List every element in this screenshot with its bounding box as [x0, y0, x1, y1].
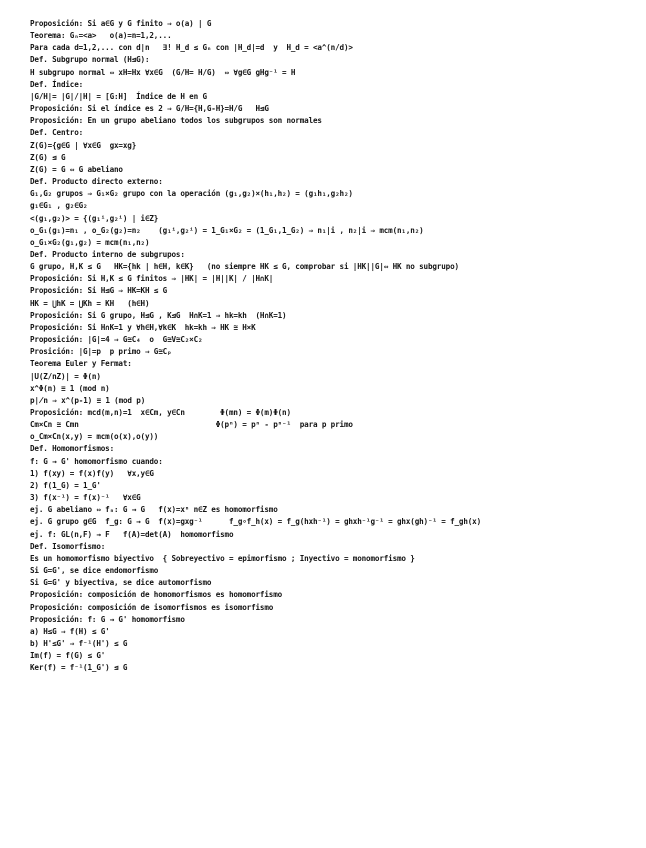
- note-line: Proposición: Si a∈G y G finito ⇒ o(a) | G: [30, 19, 212, 28]
- note-line: ej. G grupo g∈G f_g: G → G f(x)=gxg⁻¹ f_g∘f_h(x) = f_g(hxh⁻¹) = ghxh⁻¹g⁻¹ = ghx(gh)⁻¹ = f_gh(x): [30, 517, 482, 527]
- note-line: Proposición: composición de homomorfismos es homomorfismo: [30, 590, 283, 600]
- note-line: 2) f(1_G) = 1_G': [30, 480, 101, 490]
- note-line: ej. G abeliano ⇔ fₙ: G → G f(x)=xⁿ n∈Z es homomorfismo: [30, 505, 278, 515]
- note-line: 3) f(x⁻¹) = f(x)⁻¹ ∀x∈G: [30, 493, 141, 503]
- note-line: ej. f: GL(n,F) → F f(A)=det(A) homomorfismo: [30, 529, 234, 539]
- note-line: o_G₁×G₂(g₁,g₂) = mcm(n₁,n₂): [30, 237, 150, 247]
- note-line: a) H≤G ⇒ f(H) ≤ G': [30, 626, 110, 636]
- note-line: HK = ⋃hK = ⋃Kh = KH (h∈H): [30, 298, 150, 308]
- note-line: Z(G) = G ⇔ G abeliano: [30, 164, 123, 174]
- note-line: Proposición: Si H∩K=1 y ∀h∈H,∀k∈K hk=kh ⇒ HK ≅ H×K: [30, 322, 256, 332]
- note-line: Def. Producto interno de subgrupos:: [30, 249, 185, 259]
- note-line: x^Φ(n) ≡ 1 (mod n): [30, 383, 110, 393]
- note-line: Proposición: mcd(m,n)=1 x∈Cm, y∈Cn Φ(mn) = Φ(m)Φ(n): [30, 408, 291, 417]
- note-line: G₁,G₂ grupos ⇒ G₁×G₂ grupo con la operación (g₁,g₂)×(h₁,h₂) = (g₁h₁,g₂h₂): [30, 189, 353, 199]
- note-line: Def. Isomorfismo:: [30, 541, 106, 551]
- note-line: |U(Z/nZ)| = Φ(n): [30, 371, 101, 381]
- note-line: Def. Índice:: [30, 79, 84, 89]
- note-line: Def. Subgrupo normal (H⊴G):: [30, 55, 150, 65]
- note-line: Es un homomorfismo biyectivo { Sobreyectivo = epimorfismo ; Inyectivo = monomorfismo }: [30, 553, 415, 563]
- note-line: |G/H|= |G|/|H| = [G:H] Índice de H en G: [30, 91, 207, 101]
- note-line: Prosición: |G|=p p primo ⇒ G≅Cₚ: [30, 347, 172, 357]
- note-line: Z(G)={g∈G | ∀x∈G gx=xg}: [30, 140, 137, 150]
- note-line: Proposición: Si el índice es 2 ⇒ G/H={H,G-H}=H/G H⊴G: [30, 104, 269, 114]
- note-line: Def. Homomorfismos:: [30, 444, 115, 454]
- note-line: H subgrupo normal ⇔ xH=Hx ∀x∈G (G/H= H/G) ⇔ ∀g∈G gHg⁻¹ = H: [30, 67, 296, 77]
- note-line: Proposición: |G|=4 ⇒ G≅C₄ o G≅V≅C₂×C₂: [30, 335, 203, 345]
- note-line: Proposición: Si H,K ≤ G finitos ⇒ |HK| = |H||K| / |H∩K|: [30, 274, 274, 284]
- note-line: Im(f) = f(G) ≤ G': [30, 651, 106, 661]
- note-line: Proposición: En un grupo abeliano todos los subgrupos son normales: [30, 116, 322, 126]
- note-line: Proposición: Si H⊴G ⇒ HK=KH ≤ G: [30, 286, 168, 296]
- note-line: Para cada d=1,2,... con d|n ∃! H_d ≤ Gₙ con |H_d|=d y H_d = <a^(n/d)>: [30, 43, 353, 53]
- note-line: f: G → G' homomorfismo cuando:: [30, 456, 163, 466]
- note-line: <(g₁,g₂)> = {(g₁ⁱ,g₂ⁱ) | i∈Z}: [30, 213, 159, 223]
- note-line: Ker(f) = f⁻¹(1_G') ⊴ G: [30, 663, 128, 673]
- note-line: Cm×Cn ≅ Cmn Φ(pⁿ) = pⁿ - pⁿ⁻¹ para p primo: [30, 420, 353, 430]
- note-line: p∤n ⇒ x^(p-1) ≡ 1 (mod p): [30, 395, 146, 405]
- note-line: Proposición: f: G → G' homomorfismo: [30, 614, 185, 624]
- note-line: Z(G) ⊴ G: [30, 152, 66, 162]
- note-line: G grupo, H,K ≤ G HK={hk | h∈H, k∈K} (no siempre HK ≤ G, comprobar si |HK||G|⇔ HK no subgrupo): [30, 262, 459, 272]
- note-line: Si G=G' y biyectiva, se dice automorfismo: [30, 578, 212, 588]
- note-line: Teorema: Gₙ=<a> o(a)=n=1,2,...: [30, 31, 172, 41]
- note-line: Def. Centro:: [30, 128, 84, 138]
- note-line: Teorema Euler y Fermat:: [30, 359, 132, 369]
- note-line: Si G=G', se dice endomorfismo: [30, 566, 159, 576]
- note-line: Proposición: Si G grupo, H⊴G , K⊴G H∩K=1 ⇒ hk=kh (H∩K=1): [30, 310, 287, 320]
- note-line: o_Cm×Cn(x,y) = mcm(o(x),o(y)): [30, 432, 159, 442]
- note-line: o_G₁(g₁)=n₁ , o_G₂(g₂)=n₂ (g₁ⁱ,g₂ⁱ) = 1_G₁×G₂ = (1_G₁,1_G₂) ⇒ n₁|i , n₂|i ⇒ mcm(n₁,n₂): [30, 225, 424, 235]
- note-line: Proposición: composición de isomorfismos es isomorfismo: [30, 602, 274, 612]
- note-line: Def. Producto directo externo:: [30, 177, 163, 187]
- note-line: b) H'≤G' ⇒ f⁻¹(H') ≤ G: [30, 638, 128, 648]
- note-line: 1) f(xy) = f(x)f(y) ∀x,y∈G: [30, 468, 154, 478]
- note-line: g₁∈G₁ , g₂∈G₂: [30, 201, 88, 211]
